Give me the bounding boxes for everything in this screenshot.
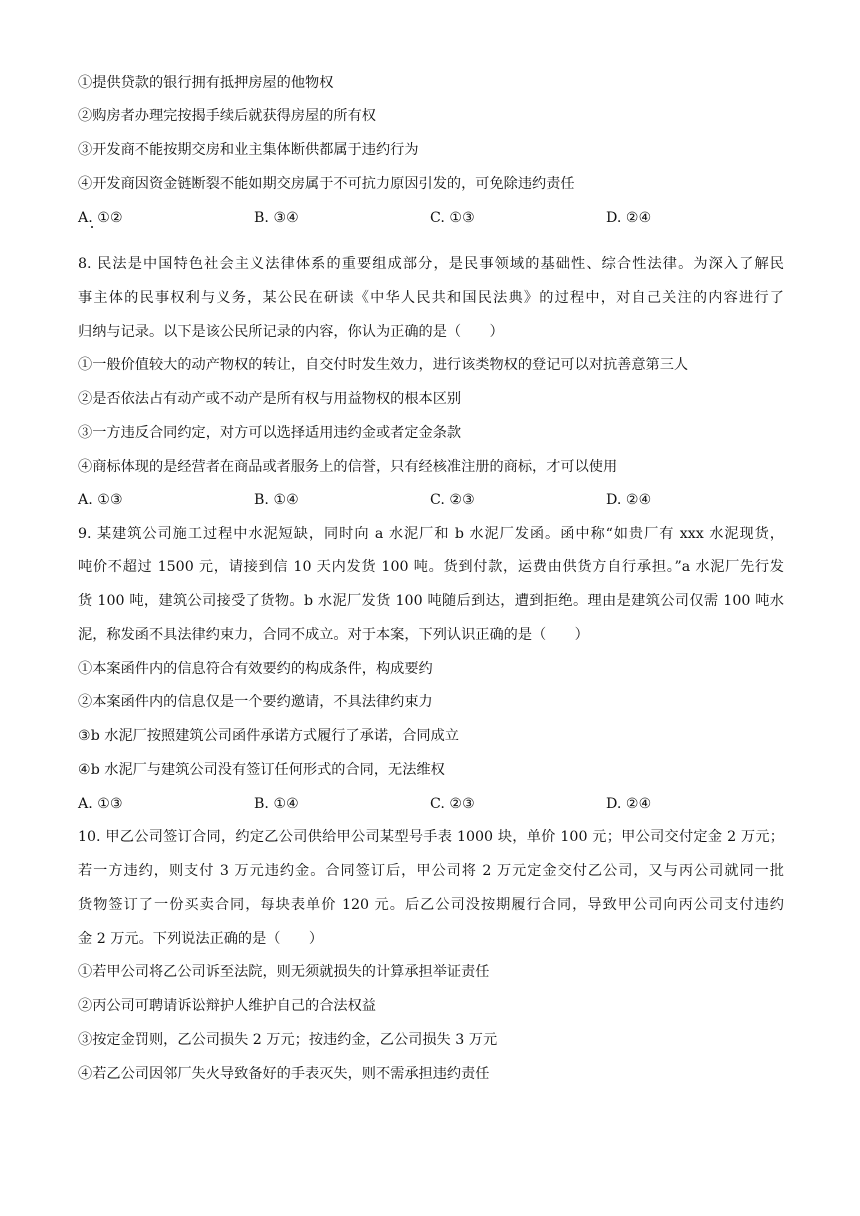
q9-options	[78, 794, 778, 814]
q10-stem-line-3: 货物签订了一份买卖合同，每块表单价 120 元。后乙公司没按期履行合同，导致甲公司向丙公司支付违约	[78, 897, 784, 913]
q8-option-c[interactable]: C. ②③	[430, 492, 475, 508]
q10-stem-line-2: 若一方违约，则支付 3 万元违约金。合同签订后，甲公司将 2 万元定金交付乙公司，又与丙公司就同一批	[78, 863, 784, 879]
q8-option-a[interactable]: A. ①③	[78, 492, 123, 508]
q9-statement-3: ③b 水泥厂按照建筑公司函件承诺方式履行了承诺，合同成立	[78, 728, 459, 744]
q10-stem-line-1: 10. 甲乙公司签订合同，约定乙公司供给甲公司某型号手表 1000 块，单价 100 元；甲公司交付定金 2 万元；	[78, 829, 784, 845]
q7-statement-3: ③开发商不能按期交房和业主集体断供都属于违约行为	[78, 142, 419, 158]
q7-options	[78, 208, 778, 228]
q7-statement-4: ④开发商因资金链断裂不能如期交房属于不可抗力原因引发的，可免除违约责任	[78, 176, 575, 192]
q10-statement-4: ④若乙公司因邻厂失火导致备好的手表灭失，则不需承担违约责任	[78, 1066, 490, 1082]
q10-statement-3: ③按定金罚则，乙公司损失 2 万元；按违约金，乙公司损失 3 万元	[78, 1032, 498, 1048]
q7-option-a[interactable]: A. ①②	[78, 210, 123, 226]
q9-option-c[interactable]: C. ②③	[430, 796, 475, 812]
q8-stem-line-2: 事主体的民事权利与义务，某公民在研读《中华人民共和国民法典》的过程中，对自己关注的内容进行了	[78, 290, 784, 306]
q9-stem-line-1: 9. 某建筑公司施工过程中水泥短缺，同时向 a 水泥厂和 b 水泥厂发函。函中称“如贵厂有 xxx 水泥现货，	[78, 526, 784, 542]
q7-option-c[interactable]: C. ①③	[430, 210, 475, 226]
q8-stem-line-1: 8. 民法是中国特色社会主义法律体系的重要组成部分，是民事领域的基础性、综合性法律。为深入了解民	[78, 256, 784, 272]
stray-dot-mark	[91, 226, 93, 228]
q8-statement-3: ③一方违反合同约定，对方可以选择适用违约金或者定金条款	[78, 425, 462, 441]
q9-statement-2: ②本案函件内的信息仅是一个要约邀请，不具法律约束力	[78, 694, 433, 710]
q8-option-d[interactable]: D. ②④	[606, 492, 652, 508]
q7-option-b[interactable]: B. ③④	[254, 210, 299, 226]
q9-option-d[interactable]: D. ②④	[606, 796, 652, 812]
q10-stem-line-4: 金 2 万元。下列说法正确的是（ ）	[78, 931, 324, 947]
q7-statement-2: ②购房者办理完按揭手续后就获得房屋的所有权	[78, 108, 376, 124]
q8-stem-line-3: 归纳与记录。以下是该公民所记录的内容，你认为正确的是（ ）	[78, 324, 504, 340]
q9-option-a[interactable]: A. ①③	[78, 796, 123, 812]
q10-statement-1: ①若甲公司将乙公司诉至法院，则无须就损失的计算承担举证责任	[78, 964, 490, 980]
q7-option-d[interactable]: D. ②④	[606, 210, 652, 226]
q8-option-b[interactable]: B. ①④	[254, 492, 299, 508]
q9-statement-1: ①本案函件内的信息符合有效要约的构成条件，构成要约	[78, 661, 433, 677]
q7-statement-1: ①提供贷款的银行拥有抵押房屋的他物权	[78, 75, 334, 91]
q9-option-b[interactable]: B. ①④	[254, 796, 299, 812]
q9-statement-4: ④b 水泥厂与建筑公司没有签订任何形式的合同，无法维权	[78, 762, 445, 778]
q9-stem-line-2: 吨价不超过 1500 元，请接到信 10 天内发货 100 吨。货到付款，运费由供货方自行承担。”a 水泥厂先行发	[78, 559, 784, 575]
q8-statement-4: ④商标体现的是经营者在商品或者服务上的信誉，只有经核准注册的商标，才可以使用	[78, 459, 618, 475]
q9-stem-line-4: 泥，称发函不具法律约束力，合同不成立。对于本案，下列认识正确的是（ ）	[78, 627, 589, 643]
q8-statement-1: ①一般价值较大的动产物权的转让，自交付时发生效力，进行该类物权的登记可以对抗善意第三人	[78, 357, 689, 373]
q10-statement-2: ②丙公司可聘请诉讼辩护人维护自己的合法权益	[78, 998, 376, 1014]
q9-stem-line-3: 货 100 吨，建筑公司接受了货物。b 水泥厂发货 100 吨随后到达，遭到拒绝。理由是建筑公司仅需 100 吨水	[78, 593, 784, 609]
q8-statement-2: ②是否依法占有动产或不动产是所有权与用益物权的根本区别	[78, 391, 462, 407]
q8-options	[78, 490, 778, 510]
